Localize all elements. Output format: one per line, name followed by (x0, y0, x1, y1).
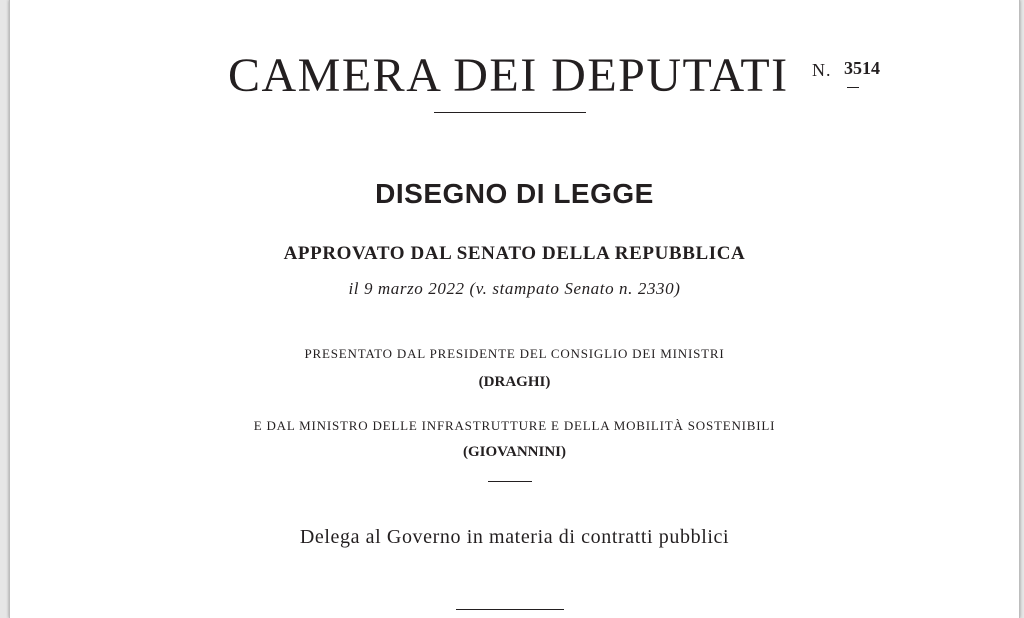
bottom-divider (456, 609, 564, 610)
document-number: 3514 (844, 58, 880, 78)
number-label: N. (812, 60, 832, 80)
number-underline (847, 87, 859, 88)
president-name: (DRAGHI) (478, 374, 551, 390)
minister-line: E DAL MINISTRO DELLE INFRASTRUTTURE E DELLA MOBILITÀ SOSTENIBILI (253, 418, 776, 433)
presented-by: PRESENTATO DAL PRESIDENTE DEL CONSIGLIO DEI MINISTRI (304, 346, 725, 361)
title-divider (434, 112, 586, 113)
bill-subject: Delega al Governo in materia di contratti pubblici (299, 526, 730, 548)
document-type: DISEGNO DI LEGGE (375, 178, 654, 209)
document-page (9, 0, 1020, 618)
approval-date: il 9 marzo 2022 (v. stampato Senato n. 2330) (348, 279, 681, 298)
approval-heading: APPROVATO DAL SENATO DELLA REPUBBLICA (283, 243, 746, 264)
minister-name: (GIOVANNINI) (462, 444, 567, 460)
section-divider (488, 481, 532, 482)
chamber-title: CAMERA DEI DEPUTATI (228, 49, 789, 102)
